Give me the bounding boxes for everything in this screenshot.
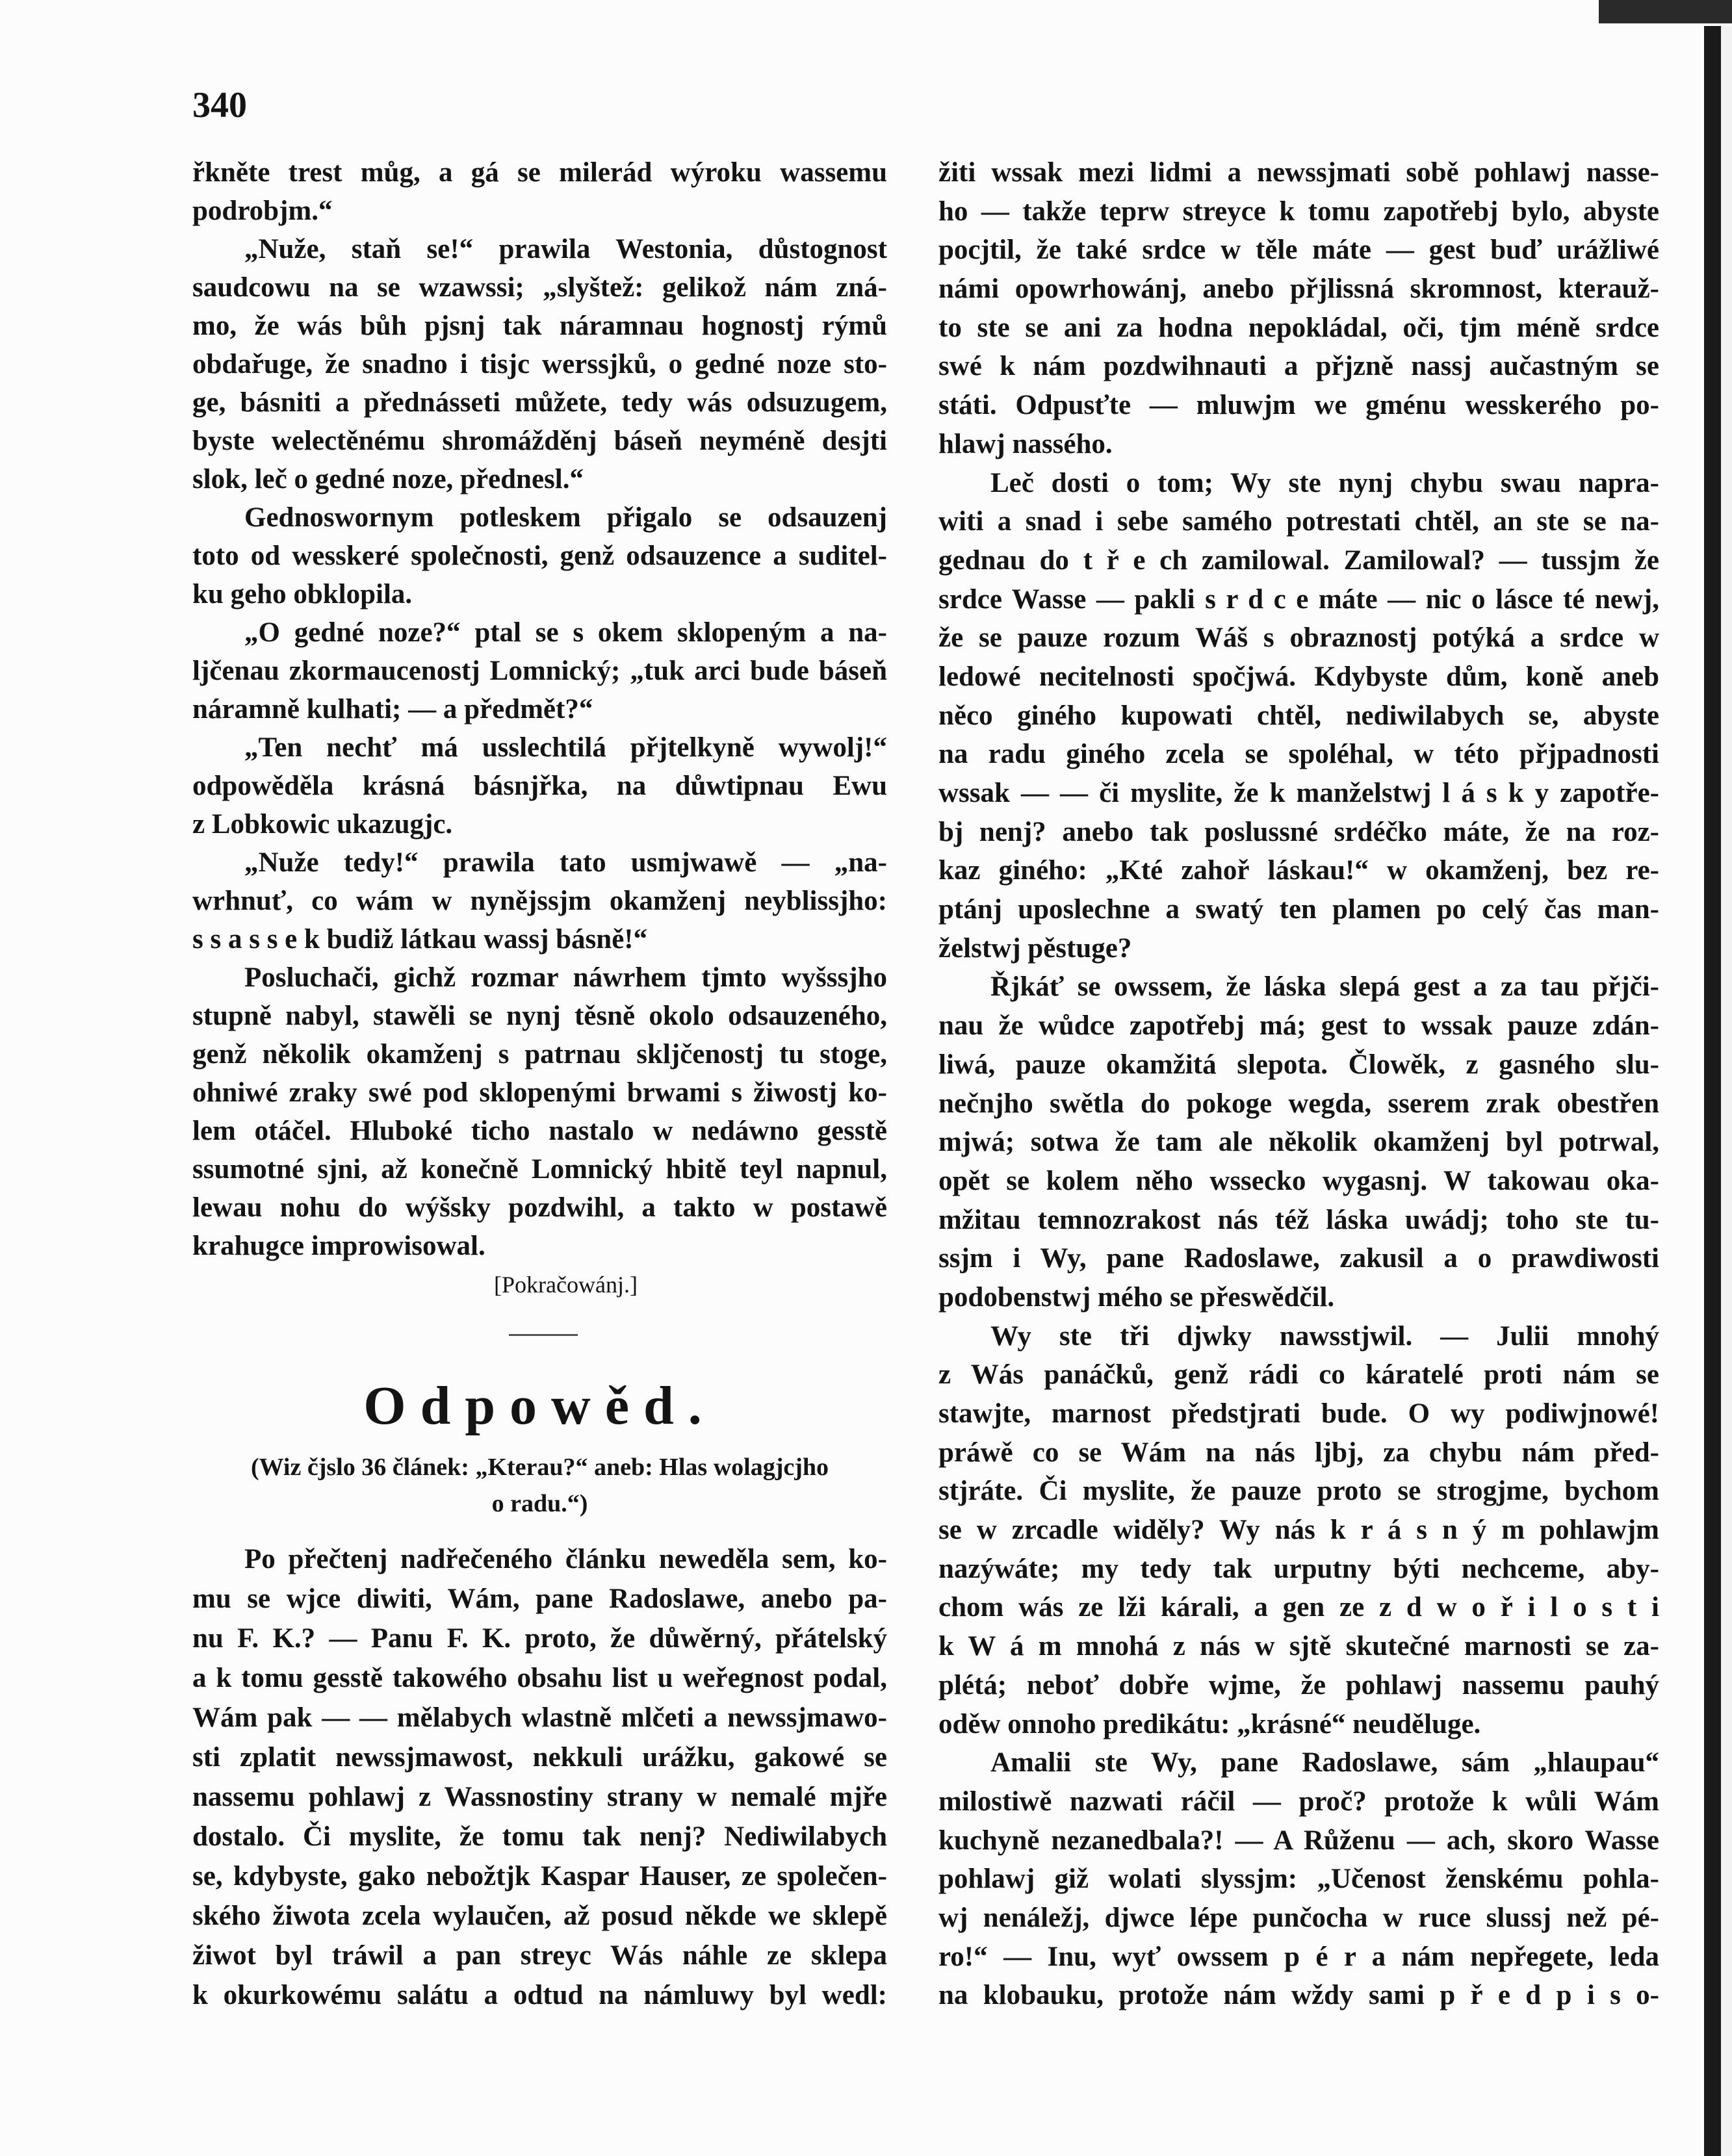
text-line: stupně nabyl, stawěli se nynj těsně okolo odsauzeného,	[192, 1001, 887, 1031]
text-line: Leč dosti o tom; Wy ste nynj chybu swau napra-	[990, 467, 1659, 498]
text-line: náramně kulhati; — a předmět?“	[192, 694, 593, 725]
text-line: ohniwé zraky swé pod sklopenými brwami s žiwostj ko-	[192, 1077, 887, 1108]
text-line: liwá, pauze okamžitá slepota. Člowěk, z gasného slu-	[938, 1049, 1659, 1080]
text-line: ro!“ — Inu, wyť owssem p é r a nám nepřegete, leda	[938, 1941, 1659, 1972]
text-line: pohlawj giž wolati slyssjm: „Učenost ženskému pohla-	[938, 1864, 1659, 1895]
text-line: opět se kolem něho wssecko wygasnj. W takowau oka-	[938, 1165, 1659, 1196]
text-line: k W á m mnohá z nás w sjtě skutečné marnosti se za-	[938, 1631, 1659, 1662]
text-line: dostalo. Či myslite, že tomu tak nenj? Nediwilabych	[192, 1821, 887, 1852]
text-line: wssak — — či myslite, že k manželstwj l á s k y zapotře-	[938, 778, 1659, 808]
continuation-note: [Pokračowánj.]	[494, 1272, 638, 1298]
article-subtitle-line: (Wiz čjslo 36 článek: „Kterau?“ aneb: Hlas wolagjcjho	[250, 1454, 829, 1481]
text-line: želstwj pěstuge?	[938, 932, 1132, 964]
text-line: ljčenau zkormaucenostj Lomnický; „tuk arci bude báseň	[192, 656, 887, 686]
paragraph	[192, 843, 887, 958]
text-line: stawjte, marnost předstjrati bude. O wy podiwjnowé!	[938, 1398, 1659, 1429]
text-line: oděw onnoho predikátu: „krásné“ neuděluge.	[938, 1708, 1481, 1739]
paragraph	[192, 613, 887, 728]
text-line: nassemu pohlawj z Wassnostiny strany w nemalé mjře	[192, 1782, 887, 1812]
page-binding-shadow	[1704, 26, 1721, 2156]
section-divider	[509, 1334, 578, 1336]
scan-edge-top	[1599, 0, 1732, 23]
text-line: lem otáčel. Hluboké ticho nastalo w nedáwno gesstě	[192, 1116, 887, 1146]
text-line: srdce Wasse — pakli s r d c e máte — nic o lásce té newj,	[938, 584, 1659, 615]
text-line: kaz giného: „Kté zahoř láskau!“ w okamženj, bez re-	[938, 855, 1659, 886]
paragraph	[938, 464, 1659, 968]
paragraph	[192, 1539, 887, 2015]
text-line: swé k nám pozdwihnauti a přjzně nassj aučastným se	[938, 351, 1659, 382]
text-line: žiti wssak mezi lidmi a newssjmati sobě pohlawj nasse-	[938, 157, 1659, 188]
paragraph	[192, 498, 887, 613]
text-line: Gednoswornym potleskem přigalo se odsauzenj	[244, 502, 887, 533]
page-number: 340	[192, 85, 247, 125]
text-line: chom wás ze lži kárali, a gen ze z d w o ř i l o s t i	[938, 1592, 1659, 1623]
text-line: řkněte trest můg, a gá se milerád wýroku wassemu	[192, 157, 887, 188]
paragraph	[938, 1317, 1659, 1744]
text-line: nau že wůdce zapotřebj má; gest to wssak pauze zdán-	[938, 1010, 1659, 1042]
text-line: Po přečtenj nadřečeného článku neweděla sem, ko-	[244, 1544, 887, 1574]
text-line: se, kdybyste, gako nebožtjk Kaspar Hauser, ze společen-	[192, 1861, 887, 1892]
text-line: z Lobkowic ukazugjc.	[192, 809, 453, 840]
text-line: lewau nohu do wýšsky pozdwihl, a takto w postawě	[192, 1192, 887, 1223]
text-line: ssjm i Wy, pane Radoslawe, zakusil a o prawdiwosti	[938, 1243, 1659, 1274]
text-line: „O gedné noze?“ ptal se s okem sklopeným a na-	[244, 617, 887, 648]
text-line: odpowěděla krásná básnjřka, na důwtipnau Ewu	[192, 771, 887, 801]
text-line: na klobauku, protože nám wždy sami p ř e d p i s o-	[938, 1980, 1659, 2011]
text-line: pocjtil, že také srdce w těle máte — gest buď urážliwé	[938, 235, 1659, 266]
text-line: sti zplatit newssjmawost, nekkuli urážku, gakowé se	[192, 1742, 887, 1773]
text-line: a k tomu gesstě takowého obsahu list u weřegnost podal,	[192, 1663, 887, 1693]
text-line: mu se wjce diwiti, Wám, pane Radoslawe, anebo pa-	[192, 1584, 887, 1614]
scan-edge-right	[1721, 26, 1732, 2156]
text-line: toto od wesskeré společnosti, genž odsauzence a suditel-	[192, 541, 887, 571]
text-line: mjwá; sotwa že tam ale několik okamženj byl potrwal,	[938, 1127, 1659, 1158]
text-line: „Nuže tedy!“ prawila tato usmjwawě — „na-	[244, 847, 887, 878]
text-line: se w zrcadle widěly? Wy nás k r á s n ý m pohlawjm	[938, 1515, 1659, 1546]
paragraph	[192, 958, 887, 1265]
text-line: s s a s s e k budiž látkau wassj básně!“	[192, 924, 648, 955]
left-column-article	[192, 1539, 887, 2015]
text-line: Amalii ste Wy, pane Radoslawe, sám „hlaupau“	[990, 1747, 1659, 1778]
text-line: nečnjho swětla do pokoge wegda, sserem zrak obestřen	[938, 1088, 1659, 1119]
text-line: milostiwě nazwati ráčil — proč? protože k wůli Wám	[938, 1786, 1659, 1817]
text-line: na radu giného zcela se spoléhal, w této přjpadnosti	[938, 739, 1659, 770]
text-line: práwě co se Wám na nás ljbj, za chybu nám před-	[938, 1437, 1659, 1468]
text-line: ku geho obklopila.	[192, 579, 413, 610]
text-line: mo, že wás bůh pjsnj tak náramnau hognostj rýmů	[192, 311, 887, 341]
text-line: nazýwáte; my tedy tak urputny býti nechceme, aby-	[938, 1553, 1659, 1584]
text-line: witi a snad i sebe samého potrestati chtěl, an ste se na-	[938, 506, 1659, 537]
text-line: podobenstwj mého se přeswědčil.	[938, 1281, 1335, 1313]
text-line: ledowé necitelnosti spočjwá. Kdybyste dům, koně aneb	[938, 661, 1659, 692]
text-line: wj nenáležj, djwce lépe punčocha w ruce slussj než pé-	[938, 1902, 1659, 1933]
text-line: státi. Odpusťte — mluwjm we gménu wesskerého po-	[938, 390, 1659, 421]
text-line: něco giného kupowati chtěl, nediwilabych se, abyste	[938, 700, 1659, 731]
text-line: saudcowu na se wzawssi; „slyštež: gelikož nám zná-	[192, 272, 887, 303]
text-line: stjráte. Či myslite, že pauze proto se strogjme, bychom	[938, 1476, 1659, 1507]
paragraph	[192, 230, 887, 498]
text-line: byste welectěnému shromážděnj báseň neyméně desjti	[192, 426, 887, 456]
text-line: „Ten nechť má usslechtilá přjtelkyně wywolj!“	[244, 732, 887, 763]
text-line: obdařuge, že snadno i tisjc werssjků, o gedné noze sto-	[192, 349, 887, 379]
text-line: genž několik okamženj s patrnau skljčenostj tu stoge,	[192, 1039, 887, 1070]
text-line: to ste se ani za hodna nepokládal, oči, tjm méně srdce	[938, 312, 1659, 343]
text-line: žiwot byl tráwil a pan streyc Wás náhle ze sklepa	[192, 1940, 887, 1971]
left-column-story	[192, 153, 887, 1265]
text-line: Posluchači, gichž rozmar náwrhem tjmto wyšssjho	[244, 962, 887, 993]
text-line: námi opowrhowánj, anebo přjlissná skromnost, kterauž-	[938, 274, 1659, 305]
text-line: kuchyně nezanedbala?! — A Růženu — ach, skoro Wasse	[938, 1825, 1659, 1856]
text-line: wrhnuť, co wám w nynějssjm okamženj neyblissjho:	[192, 886, 887, 916]
text-line: nu F. K.? — Panu F. K. proto, že důwěrný, přátelský	[192, 1623, 887, 1654]
text-line: ge, básniti a přednásseti můžete, tedy wás odsuzugem,	[192, 387, 887, 418]
text-line: „Nuže, staň se!“ prawila Westonia, důstognost	[244, 234, 887, 264]
text-line: Řjkáť se owssem, že láska slepá gest a za tau přjči-	[990, 971, 1659, 1003]
text-line: že se pauze rozum Wáš s obraznostj potýká a srdce w	[938, 622, 1659, 654]
text-line: plétá; neboť dobře wjme, že pohlawj nassemu pauhý	[938, 1669, 1659, 1700]
text-line: Wy ste tři djwky nawsstjwil. — Julii mnohý	[990, 1320, 1659, 1352]
text-line: mžitau temnozrakost nás též láska uwádj; toho ste tu-	[938, 1204, 1659, 1235]
text-line: Wám pak — — mělabych wlastně mlčeti a newssjmawo-	[192, 1702, 887, 1733]
paragraph	[192, 153, 887, 230]
text-line: podrobjm.“	[192, 196, 333, 226]
article-title: Odpowěd.	[363, 1376, 716, 1436]
text-line: ptánj uposlechne a swatý ten plamen po celý čas man-	[938, 894, 1659, 925]
right-column-article	[938, 153, 1659, 2015]
text-line: krahugce improwisowal.	[192, 1231, 485, 1261]
text-line: z Wás panáčků, genž rádi co káratelé proti nám se	[938, 1359, 1659, 1391]
text-line: ssumotné sjni, až konečně Lomnický hbitě teyl napnul,	[192, 1154, 887, 1185]
text-line: hlawj nassého.	[938, 428, 1113, 459]
text-line: bj nenj? anebo tak poslussné srdéčko máte, že na roz-	[938, 816, 1659, 847]
text-line: ského žiwota zcela wylaučen, až posud někde we sklepě	[192, 1901, 887, 1931]
text-line: gednau do t ř e ch zamilowal. Zamilowal? — tussjm že	[938, 545, 1659, 576]
paragraph	[938, 968, 1659, 1316]
paragraph	[192, 728, 887, 843]
text-line: slok, leč o gedné noze, přednesl.“	[192, 464, 584, 494]
paragraph	[938, 153, 1659, 464]
article-subtitle	[192, 1449, 887, 1522]
article-subtitle-line: o radu.“)	[491, 1490, 588, 1517]
text-line: ho — takže teprw streyce k tomu zapotřebj bylo, abyste	[938, 196, 1659, 227]
text-line: k okurkowému salátu a odtud na námluwy byl wedl:	[192, 1980, 887, 2010]
paragraph	[938, 1743, 1659, 2015]
